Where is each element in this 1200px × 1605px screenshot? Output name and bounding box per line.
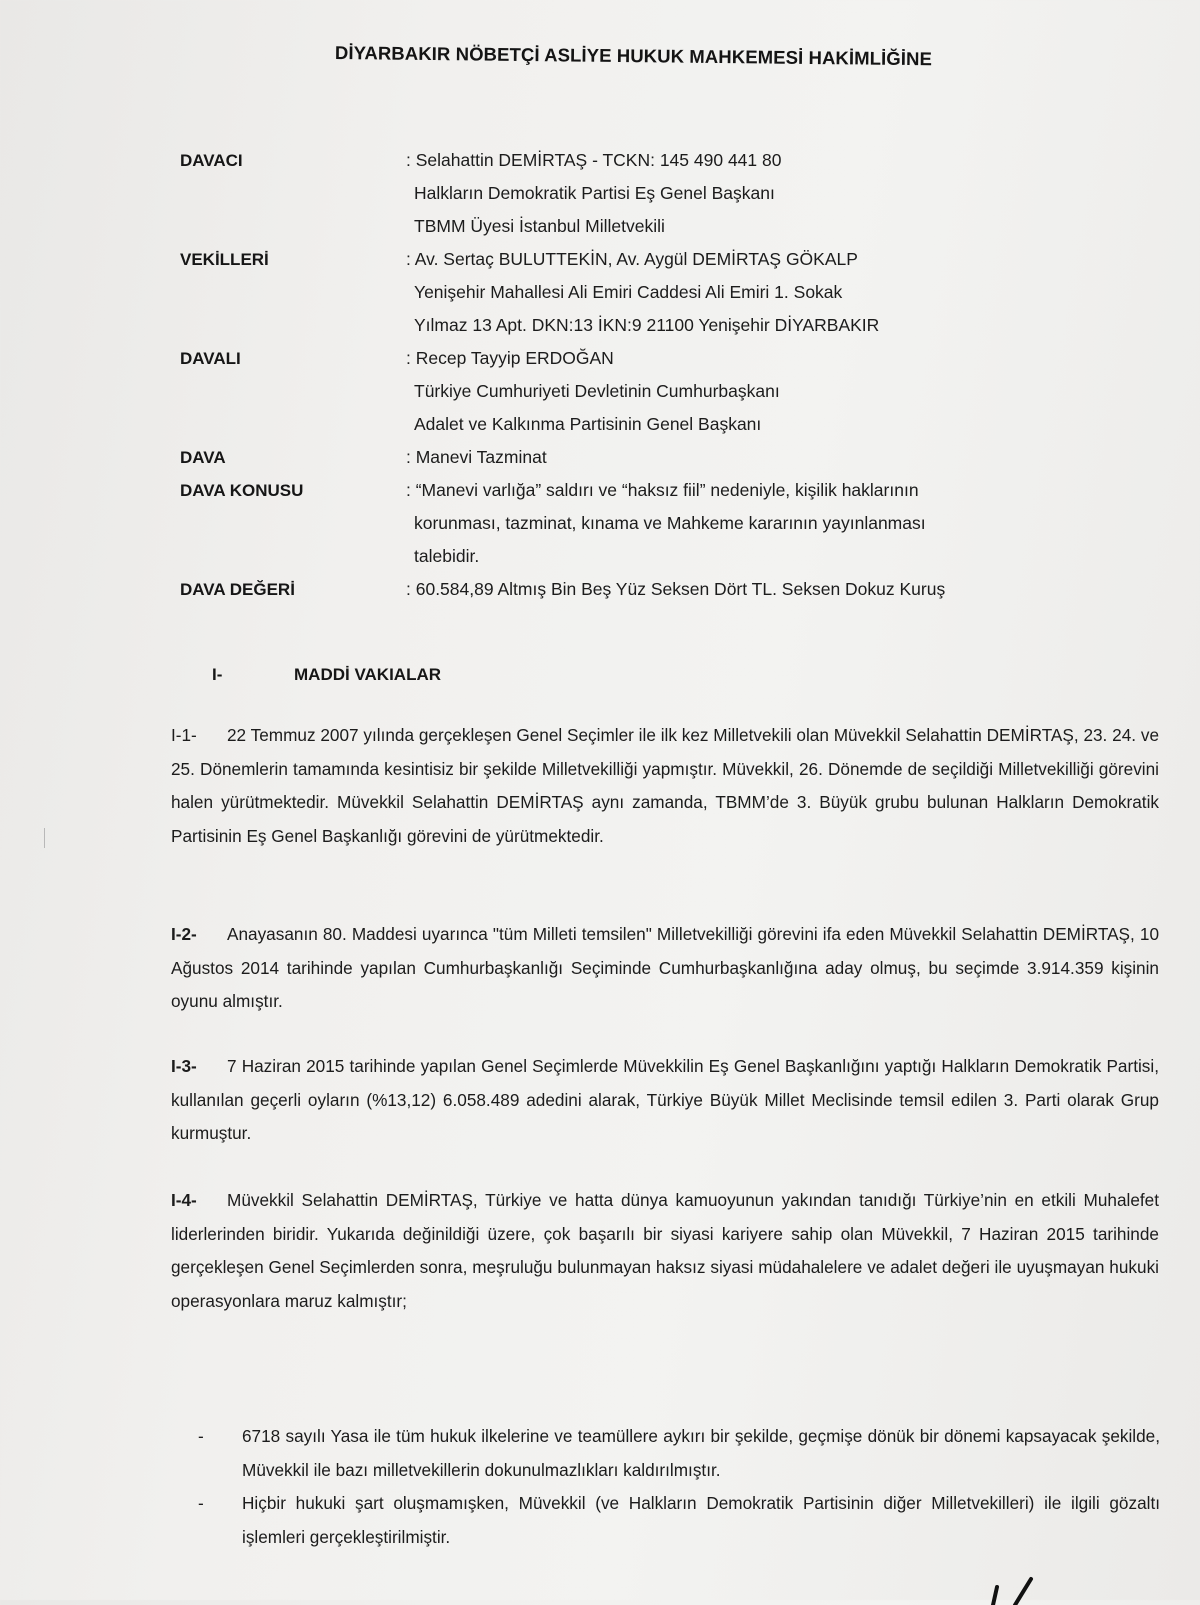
paragraph-2 [171,918,1159,1019]
party-line: korunması, tazminat, kınama ve Mahkeme kararının yayınlanması [414,513,926,533]
party-line: Adalet ve Kalkınma Partisinin Genel Başkanı [414,414,762,434]
party-value [406,573,1100,606]
paragraph-text: 7 Haziran 2015 tarihinde yapılan Genel Seçimlerde Müvekkilin Eş Genel Başkanlığını yaptığı Halkların Demokratik Partisi, kullanılan geçerli oyların (%13,12) 6.058.489 adedini alarak, Türkiye Büyük Millet Meclisinde temsil edilen 3. Parti olarak Grup kurmuştur. [171,1056,1159,1143]
section-heading [212,665,441,685]
party-label: DAVA DEĞERİ [180,580,295,599]
bullet-list [198,1420,1160,1554]
section-number: I- [212,665,223,684]
document-title: DİYARBAKIR NÖBETÇİ ASLİYE HUKUK MAHKEMESİ HAKİMLİĞİNE [334,42,933,70]
bullet-item [198,1420,1160,1487]
party-row-dava-degeri [180,573,1100,606]
party-row-dava [180,441,1100,474]
paragraph-number: I-4- [171,1190,197,1210]
party-line: : 60.584,89 Altmış Bin Beş Yüz Seksen Dört TL. Seksen Dokuz Kuruş [406,579,946,599]
signature-mark [985,1575,1065,1605]
party-line: : Recep Tayyip ERDOĞAN [406,348,614,368]
paragraph-text: Anayasanın 80. Maddesi uyarınca "tüm Milleti temsilen" Milletvekilliği görevini ifa eden Müvekkil Selahattin DEMİRTAŞ, 10 Ağustos 2014 tarihinde yapılan Cumhurbaşkanlığı Seçiminde Cumhurbaşkanlığına aday olmuş, bu seçimde 3.914.359 kişinin oyunu almıştır. [171,924,1159,1011]
bullet-text: Hiçbir hukuki şart oluşmamışken, Müvekkil (ve Halkların Demokratik Partisinin diğer Milletvekilleri) ile ilgili gözaltı işlemleri gerçekleştirilmiştir. [242,1493,1160,1547]
party-line: Yenişehir Mahallesi Ali Emiri Caddesi Ali Emiri 1. Sokak [414,282,843,302]
bullet-item [198,1487,1160,1554]
paragraph-text: 22 Temmuz 2007 yılında gerçekleşen Genel Seçimler ile ilk kez Milletvekili olan Müvekkil Selahattin DEMİRTAŞ, 23. 24. ve 25. Dönemlerin tamamında kesintisiz bir şekilde Milletvekilliği yapmıştır. Müvekkil, 26. Dönemde de seçildiği Milletvekilliği görevini halen yürütmektedir. Müvekkil Selahattin DEMİRTAŞ aynı zamanda, TBMM’de 3. Büyük grubu bulunan Halkların Demokratik Partisinin Eş Genel Başkanlığı görevini de yürütmektedir. [171,725,1159,846]
party-line: : “Manevi varlığa” saldırı ve “haksız fiil” nedeniyle, kişilik haklarının [406,480,919,500]
party-value [406,243,1100,342]
party-line: : Selahattin DEMİRTAŞ - TCKN: 145 490 441 80 [406,150,782,170]
party-row-vekilleri [180,243,1100,342]
party-line: Halkların Demokratik Partisi Eş Genel Başkanı [414,183,775,203]
party-value [406,441,1100,474]
paragraph-text: Müvekkil Selahattin DEMİRTAŞ, Türkiye ve hatta dünya kamuoyunun yakından tanıdığı Türkiye’nin en etkili Muhalefet liderlerinden biridir. Yukarıda değinildiği üzere, çok başarılı bir siyasi kariyere sahip olan Müvekkil, 7 Haziran 2015 tarihinde gerçekleşen Genel Seçimlerden sonra, meşruluğu bulunmayan haksız siyasi müdahalelere ve adalet değeri ile uyuşmayan hukuki operasyonlara maruz kalmıştır; [171,1190,1159,1311]
party-line: TBMM Üyesi İstanbul Milletvekili [414,216,665,236]
party-value [406,474,1100,573]
party-label: VEKİLLERİ [180,250,269,269]
party-row-davali [180,342,1100,441]
paragraph-1 [171,719,1159,853]
bullet-dash: - [198,1426,204,1446]
party-value [406,342,1100,441]
party-line: Türkiye Cumhuriyeti Devletinin Cumhurbaşkanı [414,381,780,401]
section-title: MADDİ VAKIALAR [294,665,442,684]
party-line: : Manevi Tazminat [406,447,547,467]
party-line: talebidir. [414,546,480,566]
parties-block [180,144,1100,606]
party-row-davaci [180,144,1100,243]
party-label: DAVA [180,448,226,467]
paragraph-number: I-1- [171,725,197,745]
party-line: Yılmaz 13 Apt. DKN:13 İKN:9 21100 Yenişehir DİYARBAKIR [414,315,880,335]
paragraph-4 [171,1184,1159,1318]
party-line: : Av. Sertaç BULUTTEKİN, Av. Aygül DEMİRTAŞ GÖKALP [406,249,858,269]
bullet-dash: - [198,1493,204,1513]
party-row-dava-konusu [180,474,1100,573]
paragraph-number: I-2- [171,924,197,944]
bullet-text: 6718 sayılı Yasa ile tüm hukuk ilkelerine ve teamüllere aykırı bir şekilde, geçmişe dönük bir dönemi kapsayacak şekilde, Müvekkil ile bazı milletvekillerin dokunulmazlıkları kaldırılmıştır. [242,1426,1160,1480]
margin-mark [44,828,45,848]
party-label: DAVACI [180,151,243,170]
party-value [406,144,1100,243]
paragraph-number: I-3- [171,1056,197,1076]
paragraph-3 [171,1050,1159,1151]
party-label: DAVALI [180,349,241,368]
party-label: DAVA KONUSU [180,481,304,500]
